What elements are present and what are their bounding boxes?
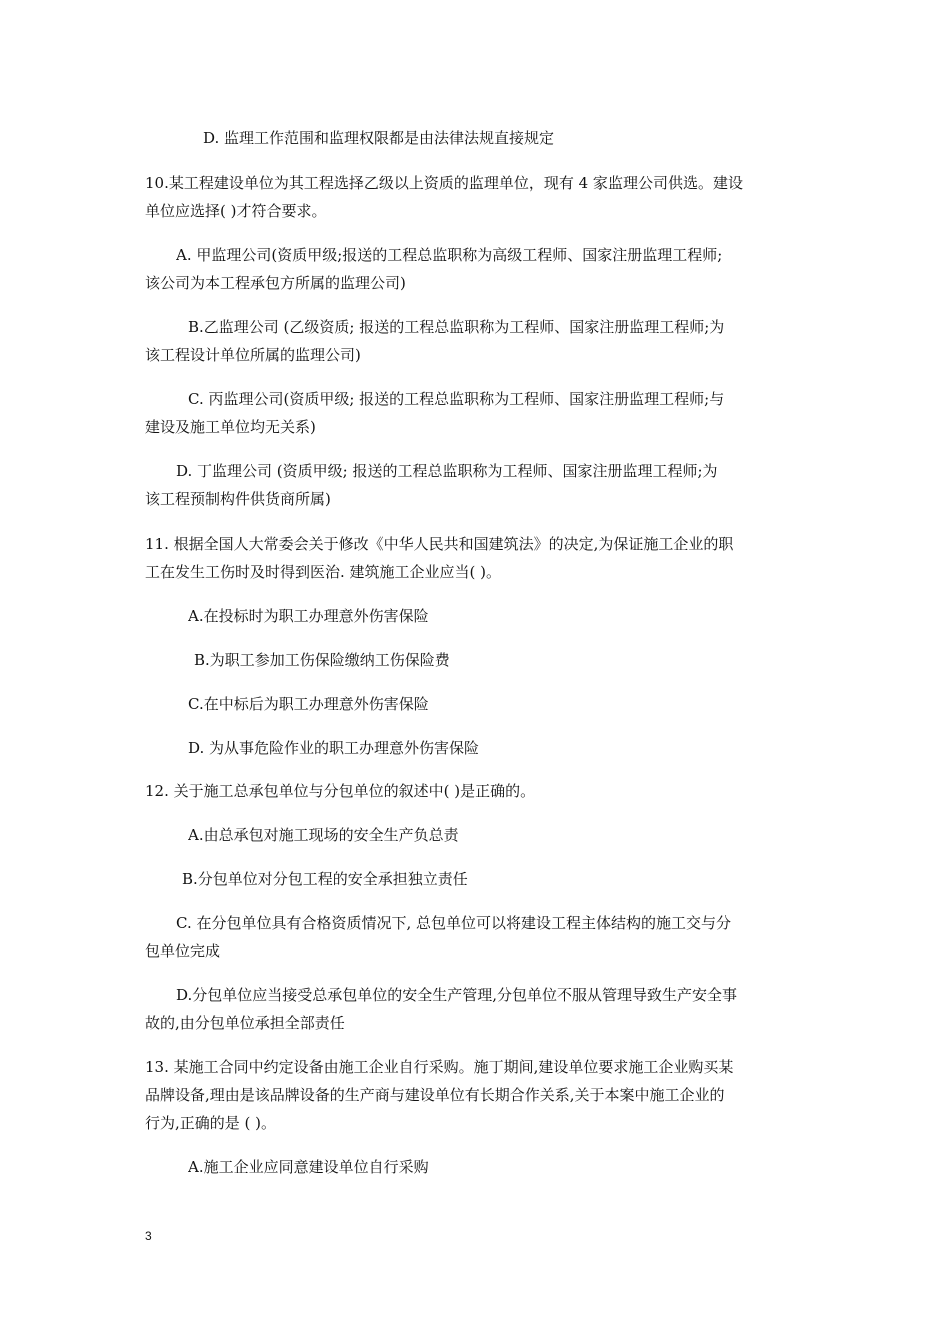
q12-option-b: B.分包单位对分包工程的安全承担独立责任	[182, 870, 468, 888]
q11-stem-line-2: 工在发生工伤时及时得到医治. 建筑施工企业应当( )。	[145, 563, 502, 581]
q10-stem-line-2: 单位应选择( )才符合要求。	[145, 202, 327, 220]
q11-stem-line-1: 11. 根据全国人大常委会关于修改《中华人民共和国建筑法》的决定,为保证施工企业的职	[145, 535, 734, 553]
q12-option-c-line-1: C. 在分包单位具有合格资质情况下, 总包单位可以将建设工程主体结构的施工交与分	[176, 914, 732, 932]
q10-option-a-line-1: A. 甲监理公司(资质甲级;报送的工程总监职称为高级工程师、国家注册监理工程师;	[176, 246, 723, 264]
q13-stem-line-3: 行为,正确的是 ( )。	[145, 1114, 277, 1132]
q11-option-a: A.在投标时为职工办理意外伤害保险	[188, 607, 429, 625]
q12-option-d-line-2: 故的,由分包单位承担全部责任	[145, 1014, 345, 1032]
q10-option-b-line-1: B.乙监理公司 (乙级资质; 报送的工程总监职称为工程师、国家注册监理工程师;为	[188, 318, 725, 336]
q11-option-b: B.为职工参加工伤保险缴纳工伤保险费	[194, 651, 450, 669]
q11-option-d: D. 为从事危险作业的职工办理意外伤害保险	[188, 739, 480, 757]
q12-option-d-line-1: D.分包单位应当接受总承包单位的安全生产管理,分包单位不服从管理导致生产安全事	[176, 986, 738, 1004]
q12-option-a: A.由总承包对施工现场的安全生产负总责	[188, 826, 459, 844]
q10-option-c-line-2: 建设及施工单位均无关系)	[145, 418, 316, 436]
q10-option-d-line-2: 该工程预制构件供货商所属)	[145, 490, 331, 508]
q13-option-a: A.施工企业应同意建设单位自行采购	[188, 1158, 429, 1176]
q11-option-c: C.在中标后为职工办理意外伤害保险	[188, 695, 429, 713]
q10-option-c-line-1: C. 丙监理公司(资质甲级; 报送的工程总监职称为工程师、国家注册监理工程师;与	[188, 390, 725, 408]
q10-stem-line-1: 10.某工程建设单位为其工程选择乙级以上资质的监理单位，现有 4 家监理公司供选。建设	[145, 174, 743, 192]
q9-option-d: D. 监理工作范围和监理权限都是由法律法规直接规定	[203, 129, 555, 147]
q10-option-d-line-1: D. 丁监理公司 (资质甲级; 报送的工程总监职称为工程师、国家注册监理工程师;为	[176, 462, 718, 480]
page-number: 3	[145, 1229, 152, 1243]
q10-option-a-line-2: 该公司为本工程承包方所属的监理公司)	[145, 274, 406, 292]
q12-option-c-line-2: 包单位完成	[145, 942, 221, 960]
q13-stem-line-2: 品牌设备,理由是该品牌设备的生产商与建设单位有长期合作关系,关于本案中施工企业的	[145, 1086, 725, 1104]
q13-stem-line-1: 13. 某施工合同中约定设备由施工企业自行采购。施丁期间,建设单位要求施工企业购买某	[145, 1058, 734, 1076]
q10-option-b-line-2: 该工程设计单位所属的监理公司)	[145, 346, 361, 364]
q12-stem: 12. 关于施工总承包单位与分包单位的叙述中( )是正确的。	[145, 782, 536, 800]
